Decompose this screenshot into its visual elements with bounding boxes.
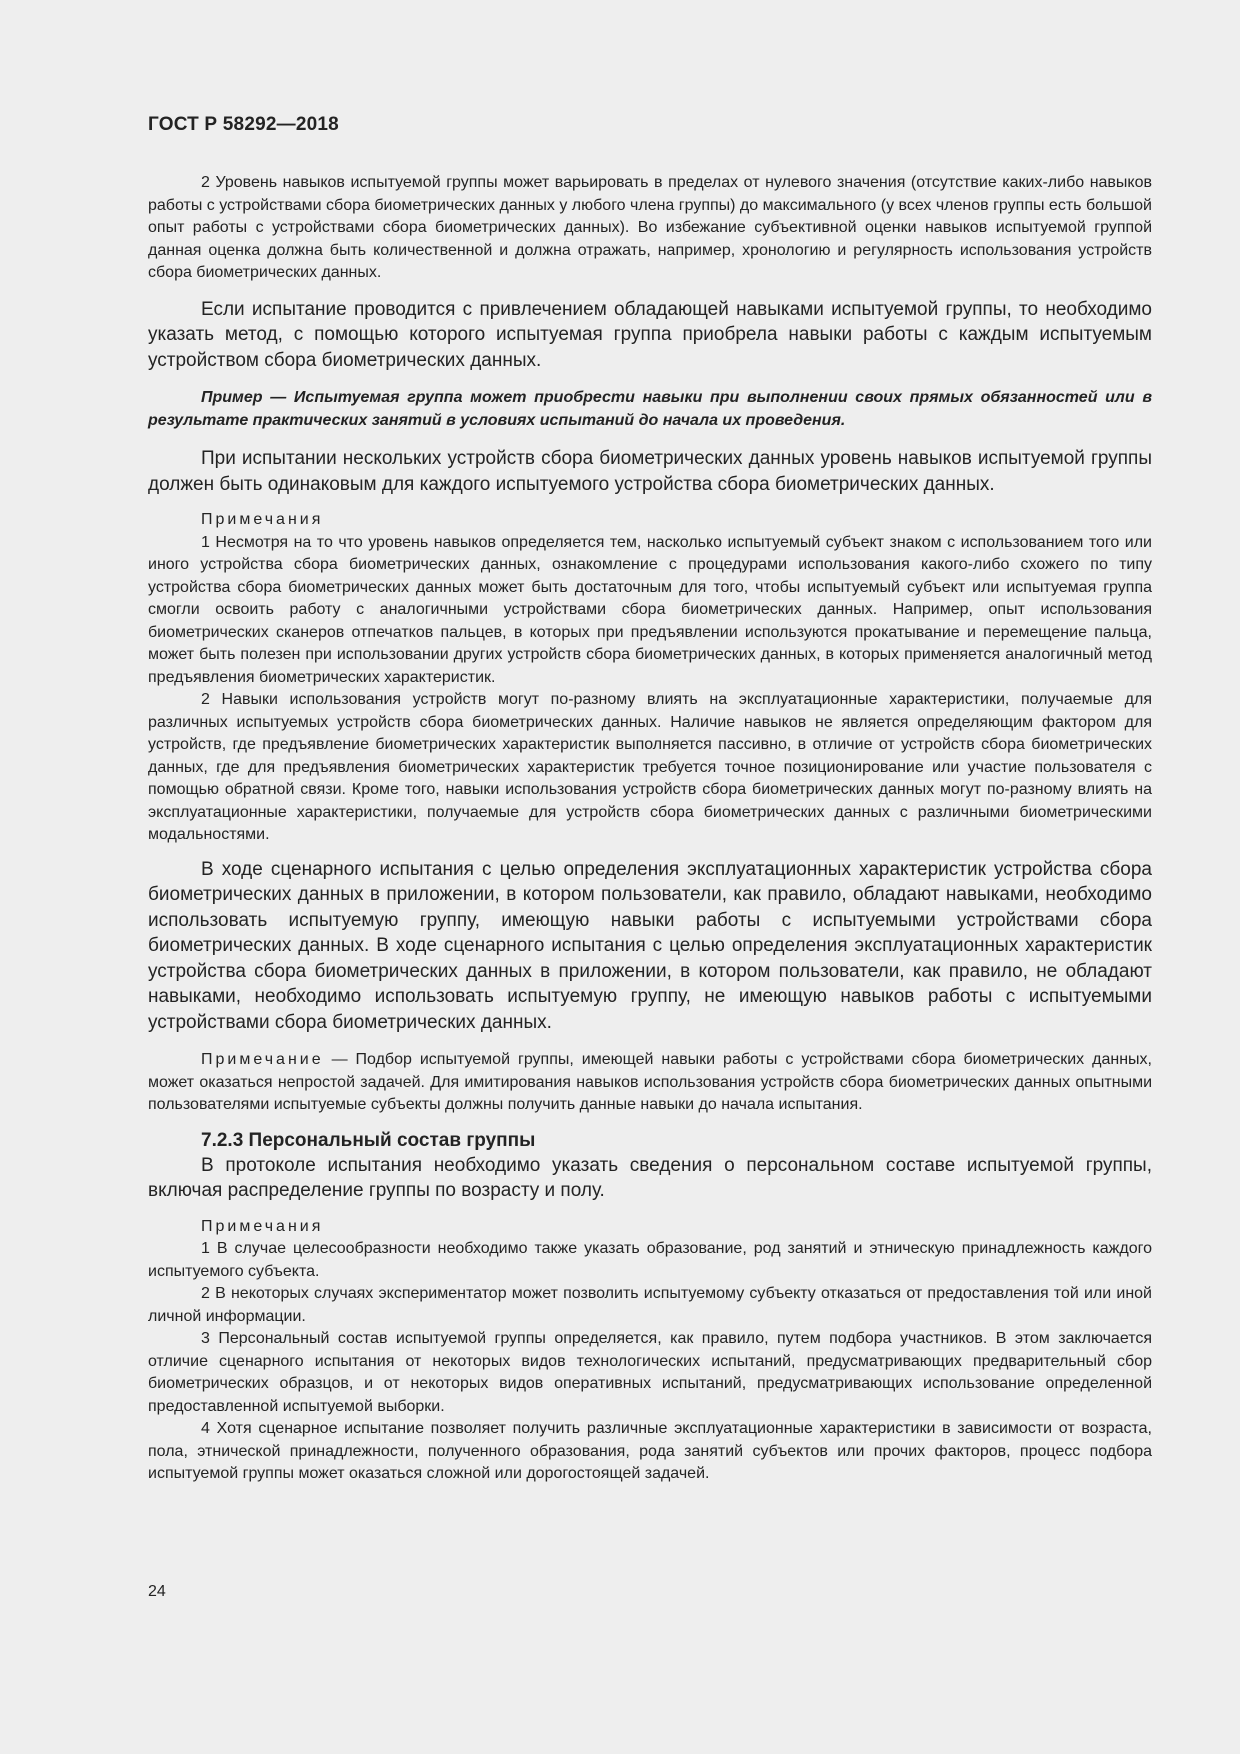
page-number: 24 [148,1583,166,1600]
note-1-1: 1 Несмотря на то что уровень навыков определяется тем, насколько испытуемый субъект знаком с использованием того или иного устройства сбора биометрических данных, ознакомление с процедурами использования какого-либо схожего по типу устройства сбора биометрических данных может быть достаточным для того, чтобы испытуемый субъект или испытуемая группа смогли освоить работу с аналогичными устройствами сбора биометрических данных. Например, опыт использования биометрических сканеров отпечатков пальцев, в которых при предъявлении используются прокатывание и перемещение пальца, может быть полезен при использовании других устройств сбора биометрических данных, в которых применяется аналогичный метод предъявления биометрических характеристик. [148,533,1152,686]
note-1-2: 2 Навыки использования устройств могут по-разному влиять на эксплуатационные характеристики, получаемые для различных испытуемых устройств сбора биометрических данных. Наличие навыков не является определяющим фактором для устройств, где предъявление биометрических характеристик выполняется пассивно, в отличие от устройств сбора биометрических данных, где для предъявления биометрических характеристик требуется точное позиционирование или участие пользователя с помощью обратной связи. Кроме того, навыки использования устройств сбора биометрических данных могут по-разному влиять на эксплуатационные характеристики, получаемые для устройств сбора биометрических данных с различными биометрическими модальностями. [148,691,1152,843]
note-3-4: 4 Хотя сценарное испытание позволяет получить различные эксплуатационные характеристики в зависимости от возраста, пола, этнической принадлежности, полученного образования, рода занятий субъектов или прочих факторов, процесс подбора испытуемой группы может оказаться сложной или дорогостоящей задачей. [148,1420,1152,1482]
paragraph-scenario-testing: В ходе сценарного испытания с целью определения эксплуатационных характеристик устройства сбора биометрических данных в приложении, в котором пользователи, как правило, обладают навыками, необходимо использовать испытуемую группу, имеющую навыки работы с испытуемыми устройствами сбора биометрических данных. В ходе сценарного испытания с целью определения эксплуатационных характеристик устройства сбора биометрических данных в приложении, в котором пользователи, как правило, не обладают навыками, необходимо использовать испытуемую группу, не имеющую навыков работы с испытуемыми устройствами сбора биометрических данных. [148,858,1152,1033]
paragraph-skill-level: 2 Уровень навыков испытуемой группы может варьировать в пределах от нулевого значения (отсутствие каких-либо навыков работы с устройствами сбора биометрических данных у любого члена группы) до максимального (у всех членов группы есть большой опыт работы с устройствами сбора биометрических данных). Во избежание субъективной оценки навыков испытуемой группой данная оценка должна быть количественной и должна отражать, например, хронологию и регулярность использования устройств сбора биометрических данных. [148,174,1152,281]
paragraph-personal-composition: В протоколе испытания необходимо указать сведения о персональном составе испытуемой группы, включая распределение группы по возрасту и полу. [148,1154,1152,1201]
paragraph-multiple-devices: При испытании нескольких устройств сбора биометрических данных уровень навыков испытуемой группы должен быть одинаковым для каждого испытуемого устройства сбора биометрических данных. [148,448,1152,495]
note-2-label: Примечание [201,1051,324,1068]
example-paragraph: Пример — Испытуемая группа может приобрести навыки при выполнении своих прямых обязанностей или в результате практических занятий в условиях испытаний до начала их проведения. [148,389,1152,429]
page-content [148,172,1152,1486]
note-2-text: — Подбор испытуемой группы, имеющей навыки работы с устройствами сбора биометрических данных, может оказаться непростой задачей. Для имитирования навыков использования устройств сбора биометрических данных опытными пользователями испытуемые субъекты должны получить данные навыки до начала испытания. [148,1051,1152,1113]
notes-title-3: Примечания [201,1217,324,1235]
note-3-2: 2 В некоторых случаях экспериментатор может позволить испытуемому субъекту отказаться от предоставления той или иной личной информации. [148,1285,1152,1325]
document-header: ГОСТ Р 58292—2018 [148,114,339,135]
note-2 [148,1049,1152,1117]
notes-title-1: Примечания [201,511,324,528]
note-3-3: 3 Персональный состав испытуемой группы определяется, как правило, путем подбора участников. В этом заключается отличие сценарного испытания от некоторых видов технологических испытаний, предусматривающих предварительный сбор биометрических образцов, и от некоторых видов оперативных испытаний, предусматривающих использование определенной предоставленной испытуемой выборки. [148,1330,1152,1415]
paragraph-skill-method: Если испытание проводится с привлечением обладающей навыками испытуемой группы, то необходимо указать метод, с помощью которого испытуемая группа приобрела навыки работы с каждым испытуемым устройством сбора биометрических данных. [148,298,1152,371]
note-3-1: 1 В случае целесообразности необходимо также указать образование, род занятий и этническую принадлежность каждого испытуемого субъекта. [148,1240,1152,1280]
section-heading: 7.2.3 Персональный состав группы [201,1129,536,1151]
